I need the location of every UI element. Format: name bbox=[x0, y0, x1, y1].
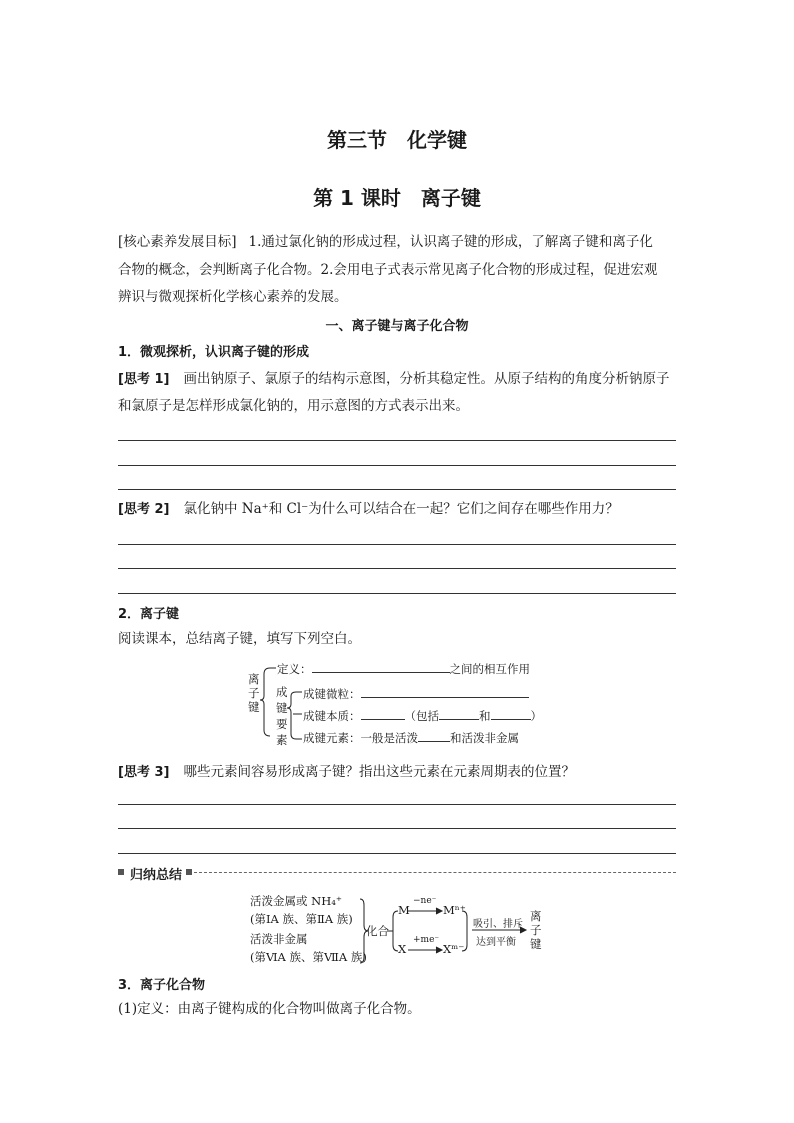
essence-row bbox=[303, 707, 542, 724]
goals-line-3: 辨识与微观探析化学核心素养的发展。 bbox=[118, 289, 348, 305]
particles-blank[interactable] bbox=[361, 685, 529, 698]
attract-label: 吸引、排斥 bbox=[473, 919, 523, 930]
answer-line[interactable] bbox=[118, 593, 676, 594]
combine-label: 化合 bbox=[366, 924, 389, 938]
essence-open: （包括 bbox=[404, 709, 439, 723]
nonmetal-label: 活泼非金属 bbox=[250, 932, 308, 946]
essence-label: 成键本质： bbox=[303, 709, 361, 723]
goals-label: [核心素养发展目标] bbox=[118, 234, 237, 250]
metal-groups: (第ⅠA 族、第ⅡA 族) bbox=[250, 912, 353, 926]
root-char: 离 bbox=[248, 672, 260, 686]
balance-label: 达到平衡 bbox=[476, 937, 516, 948]
bond-elements-prefix: 成键元素：一般是活泼 bbox=[303, 731, 418, 745]
metal-label: 活泼金属或 NH₄⁺ bbox=[250, 894, 342, 908]
item2-intro: 阅读课本，总结离子键，填写下列空白。 bbox=[118, 631, 361, 647]
m-ion: Mⁿ⁺ bbox=[443, 903, 466, 917]
result-char: 键 bbox=[530, 937, 542, 951]
particles-row bbox=[303, 685, 529, 702]
elements-label bbox=[276, 684, 288, 748]
think1-line-1 bbox=[118, 366, 669, 393]
goals-text-1: 1.通过氯化钠的形成过程，认识离子键的形成，了解离子键和离子化 bbox=[248, 234, 653, 250]
summary-label: 归纳总结 bbox=[130, 868, 183, 883]
essence-blank[interactable] bbox=[491, 707, 531, 720]
answer-line[interactable] bbox=[118, 489, 676, 490]
elements-char: 成 bbox=[276, 685, 288, 699]
answer-line[interactable] bbox=[118, 465, 676, 466]
item3-definition: (1)定义：由离子键构成的化合物叫做离子化合物。 bbox=[118, 1001, 421, 1017]
item1-heading: 1．微观探析，认识离子键的形成 bbox=[118, 345, 310, 360]
definition-blank[interactable] bbox=[312, 660, 450, 673]
result-char: 子 bbox=[530, 923, 542, 937]
x-arrow-label: +me⁻ bbox=[413, 935, 440, 945]
square-bullet-icon bbox=[118, 869, 124, 875]
think3-line bbox=[118, 759, 575, 786]
ionic-bond-diagram bbox=[240, 656, 560, 756]
goals-line-1 bbox=[118, 229, 653, 255]
definition-label: 定义： bbox=[277, 662, 312, 676]
goals-line-2: 合物的概念，会判断离子化合物。2.会用电子式表示常见离子化合物的形成过程，促进宏观 bbox=[118, 262, 658, 278]
particles-label: 成键微粒： bbox=[303, 687, 361, 701]
m-symbol: M bbox=[398, 903, 410, 917]
section-title: 第三节 化学键 bbox=[327, 128, 467, 152]
part1-heading: 一、离子键与离子化合物 bbox=[325, 319, 469, 334]
think3-text: 哪些元素间容易形成离子键？指出这些元素在元素周期表的位置？ bbox=[183, 764, 575, 780]
answer-line[interactable] bbox=[118, 544, 676, 545]
summary-diagram bbox=[250, 893, 560, 969]
think3-label: [思考 3] bbox=[118, 765, 170, 780]
nonmetal-groups: (第ⅥA 族、第ⅦA 族) bbox=[250, 950, 367, 964]
elements-char: 键 bbox=[276, 701, 288, 715]
summary-header bbox=[118, 866, 676, 882]
elements-char: 要 bbox=[276, 717, 288, 731]
think2-line bbox=[118, 496, 619, 523]
think1-label: [思考 1] bbox=[118, 372, 170, 387]
think1-text-1: 画出钠原子、氯原子的结构示意图，分析其稳定性。从原子结构的角度分析钠原子 bbox=[183, 371, 670, 387]
essence-blank[interactable] bbox=[439, 707, 479, 720]
root-char: 键 bbox=[248, 700, 260, 714]
bond-elements-row bbox=[303, 729, 519, 746]
think1-line-2: 和氯原子是怎样形成氯化钠的，用示意图的方式表示出来。 bbox=[118, 398, 469, 414]
summary-divider bbox=[194, 872, 676, 873]
bond-elements-suffix: 和活泼非金属 bbox=[450, 731, 519, 745]
x-ion: Xᵐ⁻ bbox=[443, 942, 465, 956]
result-label bbox=[530, 909, 542, 951]
root-char: 子 bbox=[248, 686, 260, 700]
essence-blank[interactable] bbox=[361, 707, 405, 720]
think2-label: [思考 2] bbox=[118, 502, 170, 517]
answer-line[interactable] bbox=[118, 853, 676, 854]
essence-close: ） bbox=[530, 709, 542, 723]
answer-line[interactable] bbox=[118, 804, 676, 805]
definition-row bbox=[277, 660, 530, 677]
think2-text: 氯化钠中 Na⁺和 Cl⁻为什么可以结合在一起？它们之间存在哪些作用力？ bbox=[183, 501, 619, 517]
answer-line[interactable] bbox=[118, 568, 676, 569]
lesson-title: 第 1 课时 离子键 bbox=[313, 186, 481, 210]
bond-elements-blank[interactable] bbox=[418, 729, 450, 742]
answer-line[interactable] bbox=[118, 440, 676, 441]
item2-heading: 2．离子键 bbox=[118, 607, 180, 622]
root-label bbox=[248, 672, 260, 714]
result-char: 离 bbox=[530, 909, 542, 923]
definition-suffix: 之间的相互作用 bbox=[449, 662, 530, 676]
m-arrow-label: −ne⁻ bbox=[413, 896, 437, 906]
x-symbol: X bbox=[398, 942, 407, 956]
elements-char: 素 bbox=[276, 733, 288, 747]
item3-heading: 3．离子化合物 bbox=[118, 978, 206, 993]
square-bullet-icon bbox=[186, 869, 192, 875]
answer-line[interactable] bbox=[118, 828, 676, 829]
essence-and: 和 bbox=[479, 709, 491, 723]
